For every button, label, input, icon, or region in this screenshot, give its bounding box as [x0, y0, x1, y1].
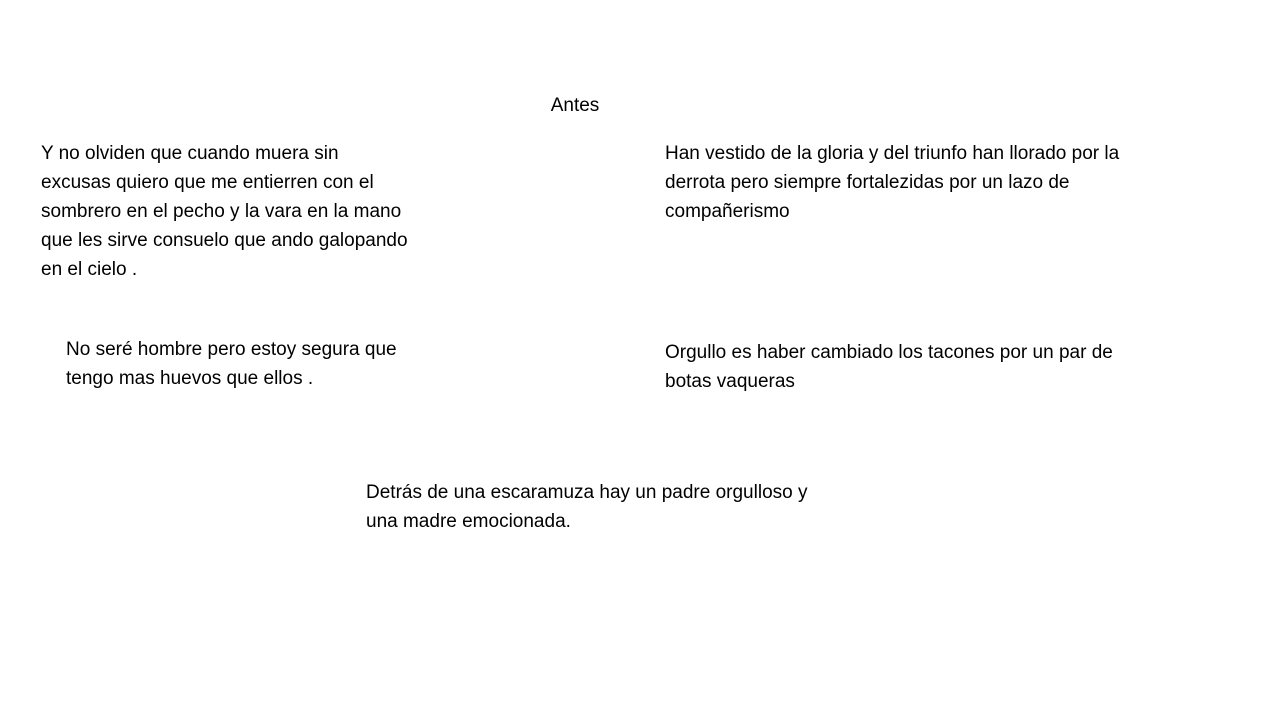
quote-line: Orgullo es haber cambiado los tacones por un par de	[665, 342, 1113, 363]
quote-line: Han vestido de la gloria y del triunfo han llorado por la	[665, 143, 1120, 164]
quote-line: derrota pero siempre fortalezidas por un lazo de	[665, 172, 1070, 193]
quote-line: tengo mas huevos que ellos .	[66, 368, 314, 389]
quote-block-middle-left	[66, 335, 466, 393]
quote-line: en el cielo .	[41, 259, 138, 280]
quote-line: Y no olviden que cuando muera sin	[41, 143, 339, 164]
quote-line: excusas quiero que me entierren con el	[41, 172, 374, 193]
quote-line: botas vaqueras	[665, 371, 795, 392]
quote-line: una madre emocionada.	[366, 511, 571, 532]
quote-line: sombrero en el pecho y la vara en la mano	[41, 201, 402, 222]
slide-title: Antes	[550, 95, 600, 116]
quote-block-bottom-center	[366, 478, 886, 536]
quote-block-top-right	[665, 139, 1225, 226]
quote-line: No seré hombre pero estoy segura que	[66, 339, 397, 360]
quote-line: compañerismo	[665, 201, 790, 222]
quote-block-top-left	[41, 139, 481, 284]
quote-block-middle-right	[665, 338, 1205, 396]
quote-line: Detrás de una escaramuza hay un padre orgulloso y	[366, 482, 808, 503]
quote-line: que les sirve consuelo que ando galopando	[41, 230, 408, 251]
